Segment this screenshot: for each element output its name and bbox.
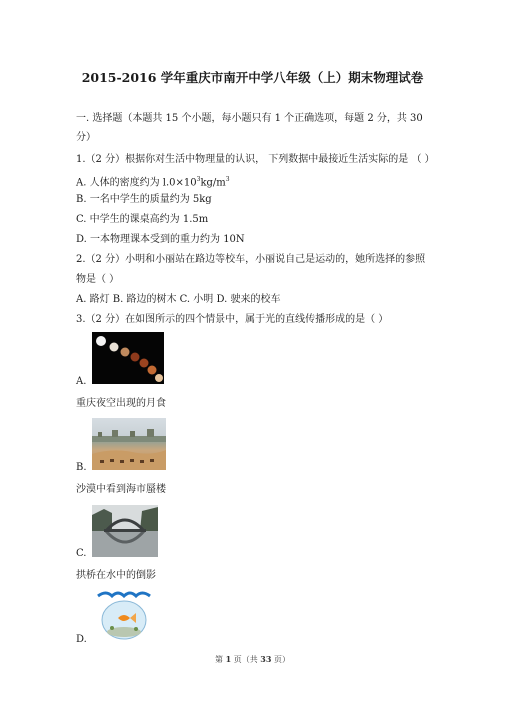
q1-option-a-unit: kg/m — [200, 177, 226, 189]
section-heading-line2: 分） — [76, 132, 96, 143]
q2-stem-line1: 2.（2 分）小明和小丽站在路边等校车，小丽说自己是运动的，她所选择的参照 — [76, 254, 426, 265]
q1-option-a-exp2: 3 — [225, 176, 230, 183]
lunar-eclipse-image — [92, 332, 164, 384]
q3-option-d-letter: D. — [76, 634, 87, 645]
q1-option-a — [76, 173, 230, 189]
footer-prefix: 第 — [215, 655, 226, 664]
arch-bridge-reflection-image — [92, 505, 158, 557]
q2-stem-line2: 物是（ ） — [76, 274, 120, 285]
footer-middle: 页（共 — [231, 655, 261, 664]
q1-option-d: D. 一本物理课本受到的重力约为 10N — [76, 234, 245, 245]
footer-total-pages: 33 — [260, 654, 272, 664]
page-title: 2015-2016 学年重庆市南开中学八年级（上）期末物理试卷 — [81, 70, 424, 85]
q1-option-b: B. 一名中学生的质量约为 5kg — [76, 194, 212, 205]
q3-option-b-letter: B. — [76, 462, 87, 473]
q3-option-b-caption: 沙漠中看到海市蜃楼 — [76, 484, 166, 495]
q1-option-c: C. 中学生的课桌高约为 1.5m — [76, 214, 209, 225]
fishbowl-image — [92, 588, 156, 642]
footer-page-number: 1 — [225, 654, 232, 664]
q3-option-a-letter: A. — [76, 376, 87, 387]
page-footer — [0, 654, 505, 665]
section-heading-line1: 一. 选择题（本题共 15 个小题，每小题只有 1 个正确选项，每题 2 分，共 30 — [76, 113, 423, 124]
q1-option-a-exp1: 3 — [196, 176, 201, 183]
desert-mirage-image — [92, 418, 166, 470]
q1-stem: 1.（2 分）根据你对生活中物理量的认识， 下列数据中最接近生活实际的是 （ ） — [76, 154, 435, 165]
q3-stem: 3.（2 分）在如图所示的四个情景中，属于光的直线传播形成的是（ ） — [76, 314, 389, 325]
footer-suffix: 页） — [271, 655, 290, 664]
q2-options: A. 路灯 B. 路边的树木 C. 小明 D. 驶来的校车 — [76, 294, 281, 305]
q3-option-c-caption: 拱桥在水中的倒影 — [76, 570, 156, 581]
q3-option-c-letter: C. — [76, 548, 87, 559]
q1-option-a-text: A. 人体的密度约为 l.0×10 — [76, 177, 197, 189]
q3-option-a-caption: 重庆夜空出现的月食 — [76, 398, 166, 409]
